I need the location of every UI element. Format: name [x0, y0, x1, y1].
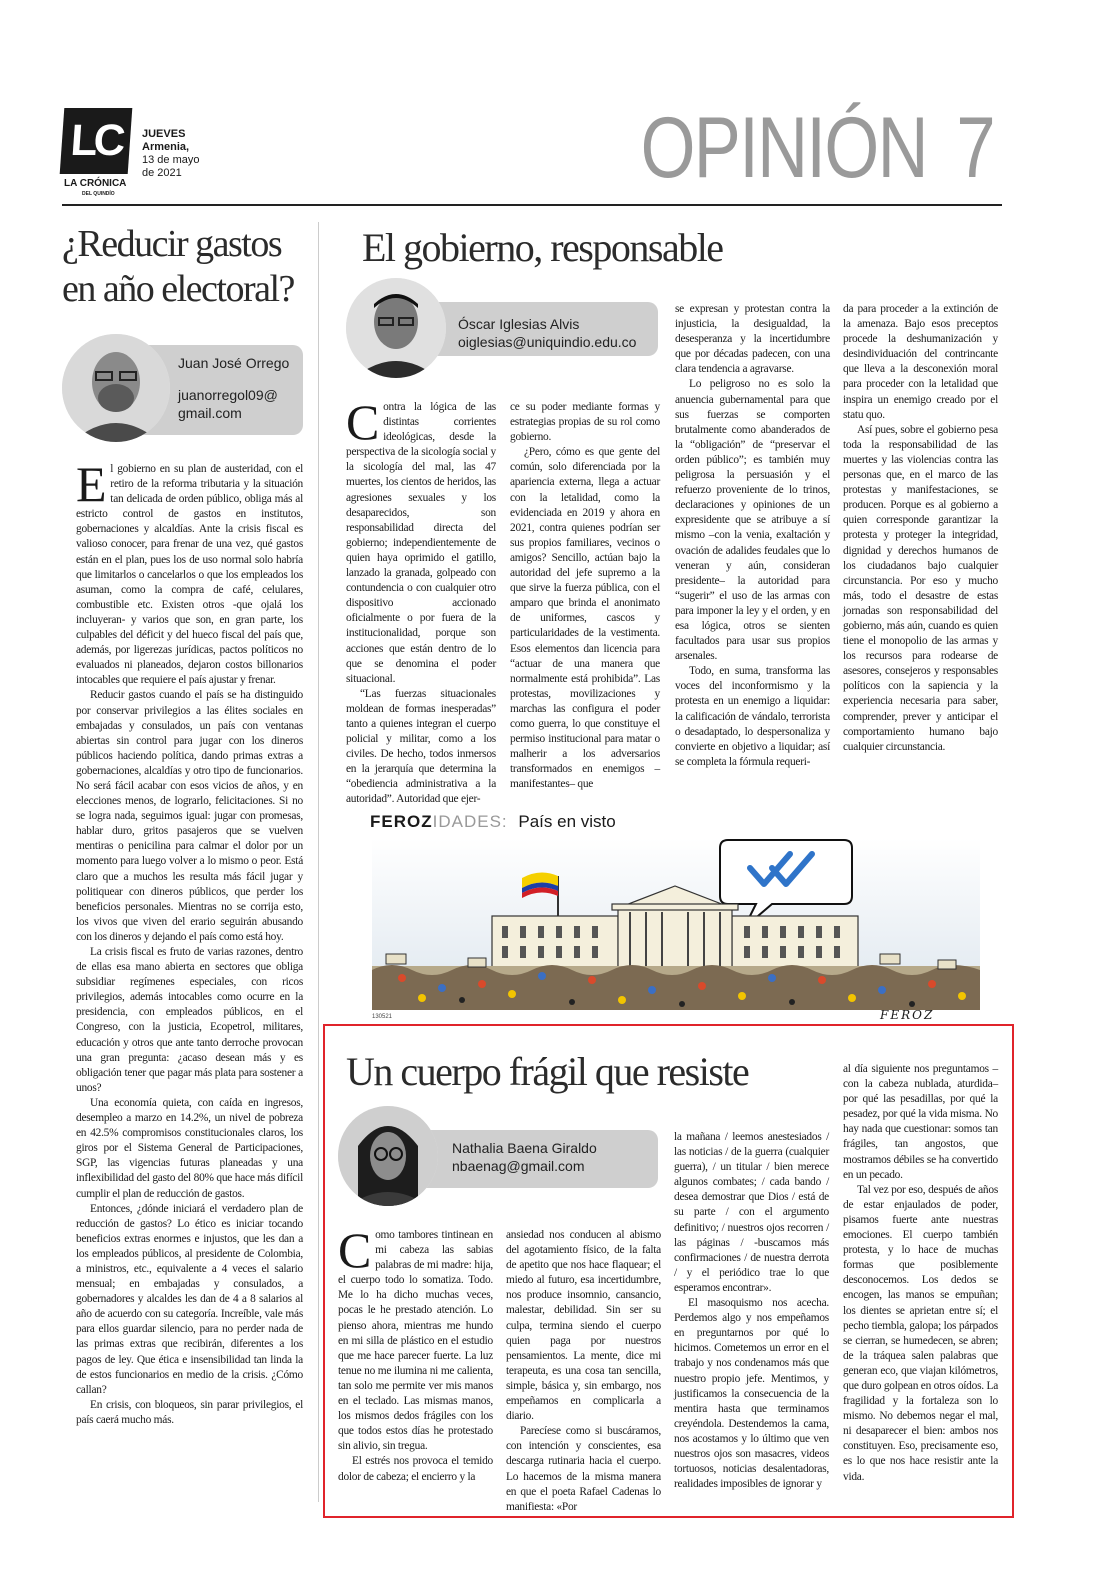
left-author-name: Juan José Orrego: [178, 355, 290, 371]
bottom-col-2: [506, 1228, 661, 1515]
logo: [62, 108, 134, 198]
paragraph: Contra la lógica de las distintas corrientes ideológicas, desde la perspectiva de la sicología social y la sicología del mal, las 47 muertes, los cientos de heridos, las agresiones sexuales y los desaparecidos, son responsabilidad directa del gobierno; independientemente de quien haya oprimido el gatillo, lanzado la granada, golpeado con contundencia o con cualquier otro dispositivo accionado oficialmente o por fuera de la institucionalidad, porque son acciones que están dentro de lo que se denomina el poder situacional.: [346, 394, 496, 685]
cartoon-brand-light: IDADES:: [432, 812, 508, 831]
paragraph: Como tambores tintinean en mi cabeza las sabias palabras de mi madre: hija, el cuerpo todo lo somatiza. Todo. Me lo ha dicho muchas veces, pocas le he prestado atención. Lo pienso ahora, mientras me hundo en mi silla de plástico en el estudio que me hace parecer fuerte. La luz tenue no me ilumina ni me calienta, tan solo me permite ver mis manos en el teclado. Las mismas manos, los mismos dedos frágiles con los que todos estos días he protestado sin alivio, sin tregua.: [338, 1222, 493, 1453]
bottom-col-3: [674, 1130, 829, 1492]
cartoon-heading: [370, 812, 616, 832]
paragraph: “Las fuerzas situacionales moldean de formas inesperadas” tanto a quienes integran el cuerpo policial y militar, como a los civiles. De hecho, todos inmersos en la jerarquía que determina la “obediencia administrativa a la autoridad”. Autoridad que ejer-: [346, 687, 496, 806]
left-author-email[interactable]: juanorregol09@ gmail.com: [178, 387, 278, 421]
paragraph: La crisis fiscal es fruto de varias razones, dentro de ellas esa mano abierta en sectores que obliga subsidiar regímenes especiales, con ricos privilegios, además intocables como ocurre en la presidencia, con empleados públicos, en el Congreso, con la justicia, Ecopetrol, militares, educación y otros que ante tanto derroche provocan una gran pregunta: ¿acaso desean más y es obligación tener que pagar más plata para sostener a unos?: [76, 946, 303, 1094]
paragraph: la mañana / leemos anestesiados / las noticias / de la guerra (cualquier guerra), / un titular / bien merece algunos combates; / cada bando / desea demostrar que Dios / está de su parte / con el argumento definitivo; / nuestros ojos recorren / las páginas / -buscamos más confirmaciones / de nuestra derrota / y el periódico trae lo que esperamos encontrar».: [674, 1131, 829, 1294]
left-author-avatar: [62, 334, 170, 442]
column-divider: [318, 222, 319, 1502]
author-photo-icon: [346, 278, 446, 378]
dropcap: E: [76, 456, 107, 512]
left-article-title: ¿Reducir gastos en año electoral?: [62, 223, 294, 310]
paragraph: Reducir gastos cuando el país se ha distinguido por conservar privilegios a las élites sociales en embajadas y consulados, un país con ventanas abiertas sin control para jugar con los dineros públicos haciendo política, dando primas extras a gobernaciones, alcaldías y otro tipo de funcionarios. No será fácil acabar con esos vicios de años, y en elecciones menos, de lograrlo, felicitaciones. Si no se logra nada, seguimos igual: jugar con promesas, hablar duro, gritos pasajeros que se vuelven mentiras o penicilina para calmar el dolor por un momento para luego volver a lo mismo o peor. Está claro que a muchos les resulta más fácil jugar y politiquear con dineros públicos, que perder los beneficios personales. Mientras no se corrija esto, los vivos que viven del erario seguirán abusando con los dineros y dejando el país como está hoy.: [76, 689, 303, 943]
bottom-col-1: [338, 1222, 493, 1485]
speech-bubble-icon: [720, 840, 852, 928]
paragraph: Tal vez por eso, después de años de estar enjaulados de poder, pisamos fuerte ante nuestras emociones. El cuerpo también protesta, y lo hace de muchas formas que posiblemente desconocemos. Los dedos se encogen, las manos se empuñan; los dientes se aprietan entre sí; el pecho tiembla, galopa; los párpados se cierran, se humedecen, se abren; de la tráquea salen palabras que generan eco, que viajan kilómetros, que duro golpean en otros oídos. La fragilidad y la fortaleza son lo mismo. No debemos negar el mal, ni desaparecer el bien: ambos nos constituyen. Eso, precisamente eso, es lo que nos hace resistir ante la vida.: [843, 1183, 998, 1483]
top-col-3: [675, 302, 830, 770]
cartoon-code: 130521: [372, 1014, 393, 1020]
left-article: [62, 222, 312, 312]
author-photo-icon: [62, 334, 170, 442]
masthead: [62, 100, 1002, 210]
year: de 2021: [142, 167, 182, 179]
bottom-author-avatar: [338, 1106, 438, 1206]
paragraph: Una economía quieta, con caída en ingresos, desempleo a marzo en 14.2%, un nivel de pobreza en 42.5% compromisos constitucionales claros, los giros por el Sistema General de Participaciones, SGP, las vigencias futuras planeadas y una inflexibilidad del gasto del 80% que hace más difícil cumplir el plan de reducción de gastos.: [76, 1096, 303, 1200]
paragraph: Así pues, sobre el gobierno pesa toda la responsabilidad de las muertes y las violencias contra las personas que, en el marco de las protestas y manifestaciones, se producen. Porque es al gobierno a quien corresponde garantizar la protesta y proteger la integridad, dignidad y derechos humanos de los ciudadanos bajo cualquier circunstancia. Por eso y mucho más, todo el desastre de estas jornadas son responsabilidad del gobierno, más aún, cuando es quien tiene el monopolio de las armas y los recursos para rodearse de asesores, consejeros y responsables políticos con la sapiencia y la experiencia necesaria para saber, comprender, prever y anticipar el comportamiento humano bajo cualquier circunstancia.: [843, 423, 998, 753]
paragraph: ¿Pero, cómo es que gente del común, solo diferenciada por la apariencia externa, llega a actuar con la letalidad, como la evidenciada en 2019 y ahora en 2021, contra quienes podrían ser sus propios familiares, vecinos o amigos? Sencillo, actúan bajo la autoridad del jefe supremo a la que sirve la fuerza pública, con el amparo que brinda el anonimato de uniformes, cascos y particularidades de la vestimenta. Esos elementos dan licencia para “actuar de una manera que normalmente está prohibida”. Las protestas, movilizaciones y marchas las configura el poder como guerra, lo que constituye el permiso institucional para matar o malherir a los adversarios transformados en enemigos –manifestantes– que: [510, 446, 660, 791]
top-author-email[interactable]: oiglesias@uniquindio.edu.co: [458, 334, 637, 350]
paragraph: Lo peligroso no es solo la anuencia gubernamental para que sus fuerzas se comporten brutalmente como abanderados de la “obligación” de “preservar el orden público”; es también muy peligrosa la persuasión y el refuerzo proveniente de lo trinos, declaraciones y opiniones de un expresidente que se atribuye a sí mismo –con la venia, exaltación y ovación de adalides feudales que lo veneran y aún, consideran presidente– la autoridad para “sugerir” el uso de las armas con para imponer la ley y el orden, y en esa lógica, otros se sienten facultados para usar sus propios arsenales.: [675, 378, 830, 663]
paragraph: al día siguiente nos preguntamos –con la cabeza nublada, aturdida– por qué las pesadillas, por qué la pesadez, por qué la vida misma. No hay nada que cuestionar: somos tan frágiles, tan angostos, que mostramos débiles se ha convertido en un pecado.: [843, 1063, 998, 1181]
city: Armenia,: [142, 141, 190, 153]
dropcap: C: [346, 394, 380, 450]
bottom-author-email[interactable]: nbaenag@gmail.com: [452, 1158, 585, 1174]
paragraph: El estrés nos provoca el temido dolor de cabeza; el encierro y la: [338, 1455, 493, 1483]
paragraph: El gobierno en su plan de austeridad, con el retiro de la reforma tributaria y la situación tan delicada de orden público, obliga más al estricto control de gastos en institutos, gobernaciones y alcaldías. Ante la crisis fiscal es valioso conocer, para frenar de una vez, qué gastos están en el plan, pues los de uso normal solo habría que limitarlos o cancelarlos o que los empleados los asuman, como la compra de café, celulares, combustible etc. Existen otros -que ojalá los incluyeran- y varios que son, en gran parte, los culpables del déficit y del hueco fiscal del país que, además, por ligerezas jurídicas, pactos políticos no evaluados ni planeados, dejaron costos billonarios intocables que requiere el país ajustar y frenar.: [76, 456, 303, 687]
paragraph: se expresan y protestan contra la injusticia, la desigualdad, la desesperanza y la incertidumbre que por décadas padecen, con una clara tendencia a agravarse.: [675, 303, 830, 376]
author-photo-icon: [338, 1106, 438, 1206]
cartoon-brand-bold: FEROZ: [370, 812, 433, 831]
date: 13 de mayo: [142, 154, 200, 166]
cartoon-image: [372, 838, 980, 1010]
date-block: [142, 128, 199, 180]
paragraph: El masoquismo nos acecha. Perdemos algo y nos empeñamos en preguntarnos por qué lo hicimos. Cometemos un error en el trabajo y nos condenamos más que nuestro propio jefe. Mentimos, y justificamos la consecuencia de la mentira hasta que terminamos creyéndola. Destendemos la cama, nos acostamos y lo último que ven nuestros ojos son masacres, videos tortuosos, noticias desalentadoras, realidades imposibles de ignorar y: [674, 1297, 829, 1491]
masthead-rule: [62, 204, 1002, 206]
day: JUEVES: [142, 128, 186, 140]
section-name: OPINIÓN: [640, 100, 927, 196]
top-article-title: El gobierno, responsable: [362, 225, 723, 270]
logo-name: LA CRÓNICA: [64, 178, 127, 189]
paragraph: En crisis, con bloqueos, sin parar privilegios, el país caerá mucho más.: [76, 1398, 303, 1426]
logo-sub: DEL QUINDÍO: [82, 191, 115, 197]
top-col-4: [843, 302, 998, 755]
dropcap: C: [338, 1222, 372, 1278]
top-author-avatar: [346, 278, 446, 378]
section-title: [641, 100, 994, 196]
presidential-palace-illustration: [372, 838, 980, 1010]
bottom-article-title: Un cuerpo frágil que resiste: [346, 1049, 749, 1094]
left-article-body: [76, 456, 303, 1428]
top-col-2: [510, 400, 660, 792]
page-number: 7: [956, 100, 994, 196]
paragraph: ansiedad nos conducen al abismo del agotamiento físico, de la falta de apetito que nos hace flaquear; el miedo al futuro, esa incertidumbre, nos produce insomnio, cansancio, malestar, debilidad. Sin ser su culpa, termina siendo el cuerpo quien paga por nuestros pensamientos. La mente, dice mi terapeuta, es una cosa tan sencilla, simple, básica y, sin embargo, nos empeñamos en complicarla a diario.: [506, 1229, 661, 1423]
paragraph: Parecíese como si buscáramos, con intención y conscientes, esa descarga rutinaria hacia el cuerpo. Lo hacemos de la misma manera en que el poeta Rafael Cadenas lo manifiesta: «Por: [506, 1425, 661, 1513]
paragraph: Todo, en suma, transforma las voces del inconformismo y la protesta en un enemigo a liquidar: la calificación de vándalo, terrorista o desadaptado, lo despersonaliza y convierte en objetivo a liquidar; así se completa la fórmula requeri-: [675, 665, 830, 768]
paragraph: da para proceder a la extinción de la amenaza. Bajo esos preceptos procede la deshumanización y desindividuación del contrincante que lleva a la desconexión moral para proceder con la letalidad que inspira un enemigo creado por el statu quo.: [843, 303, 998, 421]
bottom-author-name: Nathalia Baena Giraldo: [452, 1140, 597, 1156]
bottom-col-4: [843, 1062, 998, 1485]
cartoon-signature: FEROZ: [880, 1008, 935, 1022]
top-author-name: Óscar Iglesias Alvis: [458, 316, 580, 332]
paragraph: Entonces, ¿dónde iniciará el verdadero plan de reducción de gastos? Lo ético es iniciar tocando beneficios extras enormes e injustos, que les dan a los empleados públicos, al presidente de Colombia, a ministros, etc., equivalente a 4 veces el salario mensual; en embajadas y consulados, a gobernadores y alcaldes les dan de 4 a 8 salarios al año de acuerdo con su categoría. Increíble, vale más para ellos guardar silencio, para no perder nada de las primas extras que recibirán, diferentes a los pagos de ley. Que ética e insensibilidad tan linda la de estos funcionarios en medio de la crisis. ¿Cómo callan?: [76, 1202, 303, 1396]
logo-letters: LC: [60, 108, 133, 174]
cartoon-title: País en visto: [518, 812, 616, 831]
paragraph: ce su poder mediante formas y estrategias propias de su rol como gobierno.: [510, 401, 660, 444]
top-col-1: [346, 394, 496, 808]
